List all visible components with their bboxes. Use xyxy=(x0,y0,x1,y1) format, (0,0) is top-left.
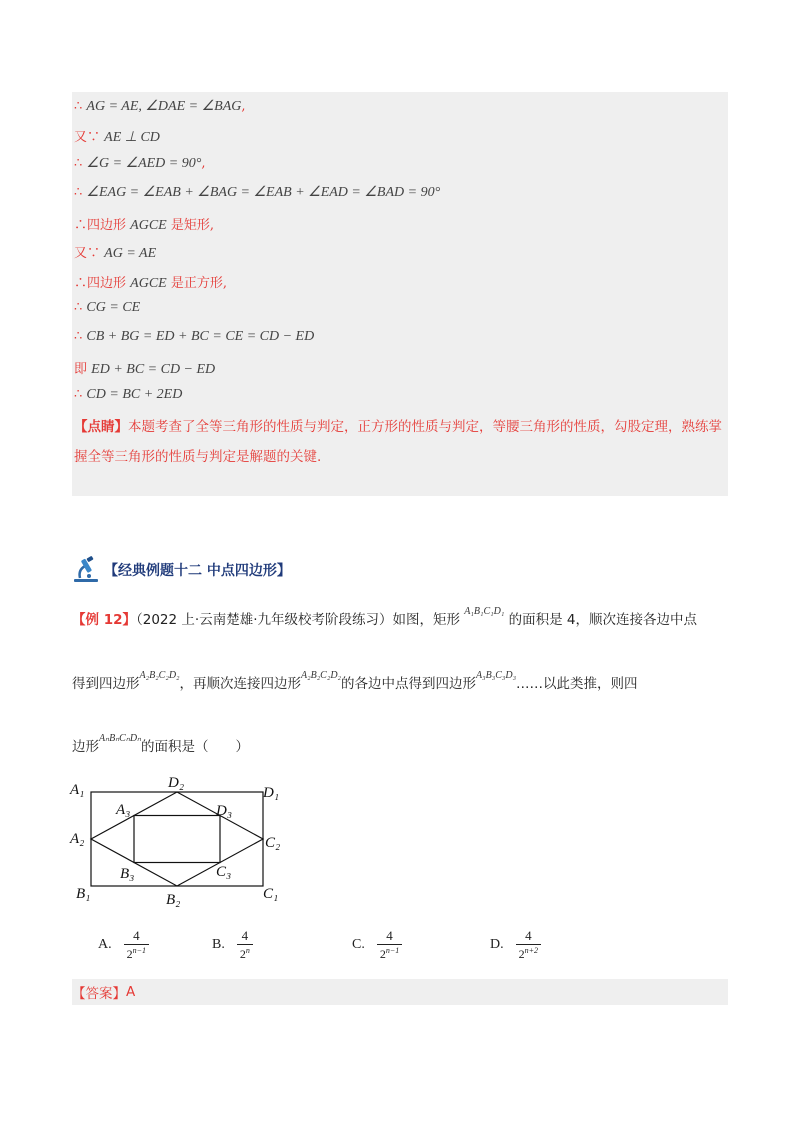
answer-value: A xyxy=(126,984,136,1000)
numerator: 4 xyxy=(525,928,532,943)
label-a2: A₂ xyxy=(70,831,85,847)
choice-label: B. xyxy=(212,937,225,952)
choice-label: C. xyxy=(352,937,365,952)
question-text: 的各边中点得到四边形 xyxy=(341,676,477,692)
numerator: 4 xyxy=(241,928,249,943)
question-text: 得到四边形 xyxy=(72,676,140,692)
solution-line: ∴ AG = AE, ∠DAE = ∠BAG, xyxy=(74,99,246,114)
rect3-label: A₃B₃C₃D₃ xyxy=(476,670,517,681)
denominator xyxy=(516,944,541,962)
key-point-note xyxy=(74,412,724,472)
choice-fraction xyxy=(377,928,402,962)
solution-line: ∴ ∠EAG = ∠EAB + ∠BAG = ∠EAB + ∠EAD = ∠BAD = 90° xyxy=(74,185,441,200)
midpoint-quadrilateral-figure xyxy=(66,770,296,910)
question-text: ……以此类推，则四 xyxy=(516,676,638,692)
numerator: 4 xyxy=(386,928,393,943)
denominator xyxy=(124,944,149,962)
choice-label: D. xyxy=(490,937,504,952)
section-title: 【经典例题十二 中点四边形】 xyxy=(104,563,291,579)
rect1-label: A₁B₁C₁D₁ xyxy=(464,606,505,617)
key-point-tag: 【点睛】 xyxy=(74,419,128,435)
solution-line: 又∵ AE ⊥ CD xyxy=(74,130,160,145)
label-c3: C₃ xyxy=(216,864,232,880)
label-b1: B₁ xyxy=(76,886,91,902)
rect-a3b3c3d3 xyxy=(134,816,220,863)
answer-bar xyxy=(72,979,728,1005)
den-exp: n xyxy=(245,946,250,955)
answer-choices xyxy=(0,928,800,968)
denominator xyxy=(237,944,253,962)
solution-line: ∴ CB + BG = ED + BC = CE = CD − ED xyxy=(74,329,315,344)
question-text: 的面积是（ ） xyxy=(141,739,250,755)
microscope-icon xyxy=(72,556,102,584)
numerator: 4 xyxy=(133,928,140,943)
denominator xyxy=(377,944,402,962)
label-b3: B₃ xyxy=(120,866,135,882)
den-exp: n+2 xyxy=(524,946,539,955)
solution-line: 又∵ AG = AE xyxy=(74,246,157,261)
solution-line: ∴ ∠G = ∠AED = 90°, xyxy=(74,156,206,171)
label-c2: C₂ xyxy=(265,835,281,851)
solution-line: ∴四边形 AGCE 是正方形, xyxy=(74,276,227,291)
rectn-label: AₙBₙCₙDₙ xyxy=(99,733,142,744)
question-line-2 xyxy=(72,672,638,692)
den-base: 2 xyxy=(518,947,525,961)
question-line-1 xyxy=(72,608,697,628)
choice-fraction xyxy=(124,928,149,962)
choice-a[interactable] xyxy=(98,928,149,962)
label-c1: C₁ xyxy=(263,886,279,902)
question-text: ，再顺次连接四边形 xyxy=(179,676,302,692)
den-exp: n−1 xyxy=(132,946,147,955)
example-label: 【例 12】 xyxy=(72,612,136,628)
choice-c[interactable] xyxy=(352,928,402,962)
solution-line: 即 ED + BC = CD − ED xyxy=(74,362,216,377)
question-line-3 xyxy=(72,735,249,755)
label-b2: B₂ xyxy=(166,892,181,908)
label-a3: A₃ xyxy=(116,802,131,818)
solution-line: ∴ CD = BC + 2ED xyxy=(74,387,183,402)
question-text: 的面积是 4，顺次连接各边中点 xyxy=(508,612,697,628)
label-d3: D₃ xyxy=(216,803,233,819)
choice-label: A. xyxy=(98,937,112,952)
label-d1: D₁ xyxy=(263,785,280,801)
solution-line: ∴ CG = CE xyxy=(74,300,141,315)
question-text: 边形 xyxy=(72,739,99,755)
choice-d[interactable] xyxy=(490,928,541,962)
answer-tag: 【答案】 xyxy=(72,986,126,1002)
choice-b[interactable] xyxy=(212,928,253,962)
section-heading xyxy=(72,556,291,584)
label-d2: D₂ xyxy=(168,775,185,791)
choice-fraction xyxy=(516,928,541,962)
label-a1: A₁ xyxy=(70,782,85,798)
den-base: 2 xyxy=(239,947,246,961)
rect2-label: A₂B₂C₂D₂ xyxy=(301,670,342,681)
choice-fraction xyxy=(237,928,253,962)
key-point-text: 本题考查了全等三角形的性质与判定，正方形的性质与判定，等腰三角形的性质，勾股定理，熟练掌握全等三角形的性质与判定是解题的关键. xyxy=(74,419,722,465)
den-base: 2 xyxy=(126,947,133,961)
rect2-label: A₂B₂C₂D₂ xyxy=(139,670,180,681)
den-base: 2 xyxy=(379,947,386,961)
solution-line: ∴四边形 AGCE 是矩形, xyxy=(74,218,214,233)
den-exp: n−1 xyxy=(385,946,400,955)
question-source: （2022 上·云南楚雄·九年级校考阶段练习）如图，矩形 xyxy=(136,612,460,628)
